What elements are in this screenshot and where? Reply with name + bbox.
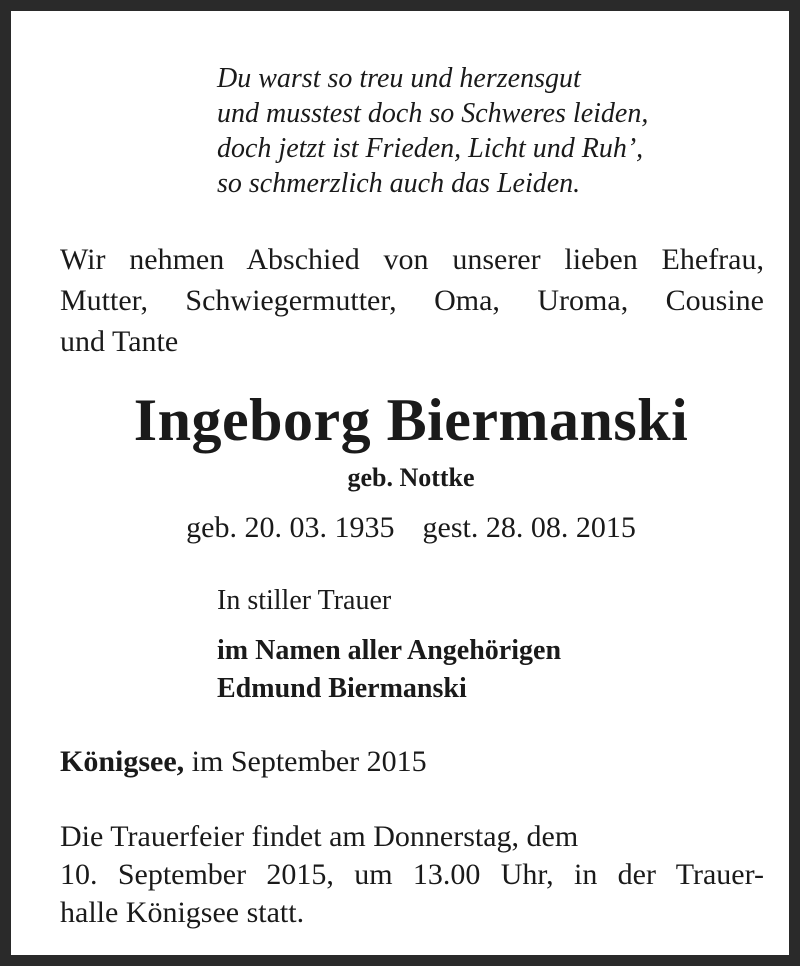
- intro-line: Wir nehmen Abschied von unserer lieben Ehefrau,: [60, 243, 764, 276]
- place-month: im September 2015: [184, 745, 427, 778]
- maiden-name: geb. Nottke: [347, 463, 475, 492]
- deceased-name: Ingeborg Biermanski: [133, 387, 689, 453]
- service-line: halle Königsee statt.: [60, 896, 305, 929]
- service-line: Die Trauerfeier findet am Donnerstag, dem: [60, 820, 579, 853]
- mourners-signature: [217, 632, 561, 708]
- funeral-service-info: [60, 818, 764, 932]
- service-line: 10. September 2015, um 13.00 Uhr, in der Trauer-: [60, 858, 764, 891]
- mourner-name: Edmund Biermanski: [217, 673, 467, 704]
- place-town: Königsee,: [60, 745, 185, 778]
- poem-line: Du warst so treu und herzensgut: [217, 63, 581, 94]
- farewell-intro: [60, 239, 764, 362]
- poem-verse: [217, 61, 648, 201]
- place-date: [60, 742, 427, 782]
- poem-line: und musstest doch so Schweres leiden,: [217, 98, 649, 129]
- intro-line: und Tante: [60, 325, 179, 358]
- mourners-line: im Namen aller Angehörigen: [217, 635, 562, 666]
- life-dates: [11, 508, 800, 548]
- birth-date: geb. 20. 03. 1935: [186, 511, 395, 544]
- death-date: gest. 28. 08. 2015: [422, 511, 636, 544]
- poem-line: doch jetzt ist Frieden, Licht und Ruh’,: [217, 133, 644, 164]
- poem-line: so schmerzlich auch das Leiden.: [217, 168, 581, 199]
- mourning-heading: In stiller Trauer: [217, 585, 392, 616]
- intro-line: Mutter, Schwiegermutter, Oma, Uroma, Cousine: [60, 284, 764, 317]
